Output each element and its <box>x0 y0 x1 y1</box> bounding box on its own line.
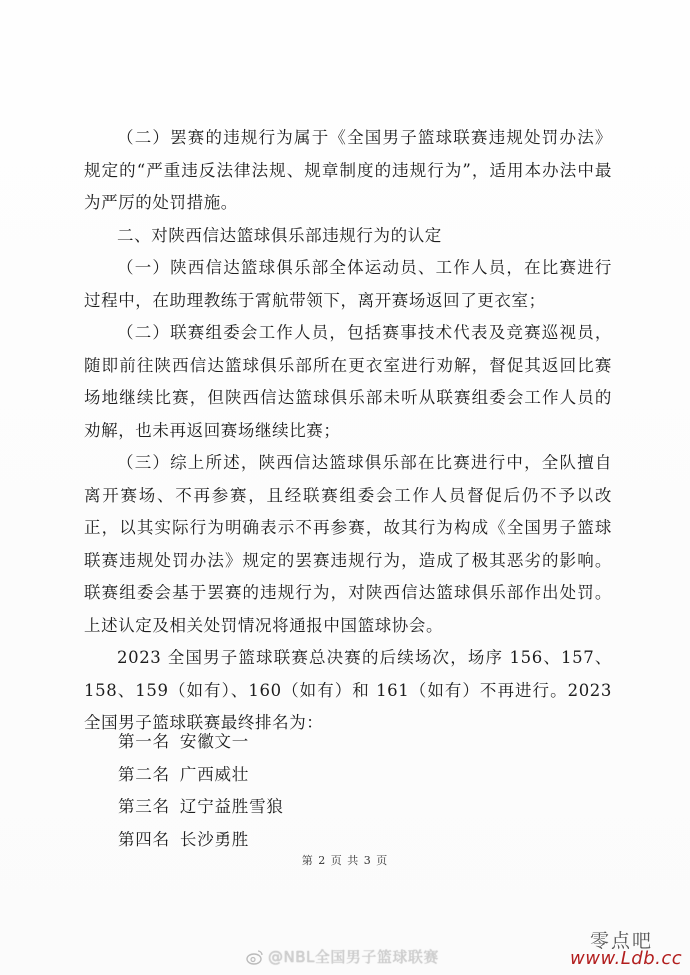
page-number-footer: 第 2 页 共 3 页 <box>301 854 389 867</box>
ranking-place: 第四名 <box>118 829 170 849</box>
site-logo-name: 零点吧 <box>590 930 654 952</box>
ranking-team: 广西威壮 <box>179 764 250 784</box>
site-logo-url: www.Ldb.cc <box>570 948 683 969</box>
ranking-item <box>118 791 284 824</box>
ranking-item <box>118 759 284 792</box>
site-logo-watermark <box>566 926 686 972</box>
ranking-team: 长沙勇胜 <box>179 829 250 849</box>
ranking-team: 安徽文一 <box>179 732 250 751</box>
paragraph-point-three: （三）综上所述，陕西信达篮球俱乐部在比赛进行中，全队擅自离开赛场、不再参赛，且经联赛组委会工作人员督促后仍不予以改正，以其实际行为明确表示不再参赛，故其行为构成《全国男子篮球联赛违规处罚办法》规定的罢赛违规行为，造成了极其恶劣的影响。联赛组委会基于罢赛的违规行为，对陕西信达篮球俱乐部作出处罚。上述认定及相关处罚情况将通报中国篮球协会。 <box>84 453 612 635</box>
paragraph-point-two: （二）联赛组委会工作人员，包括赛事技术代表及竞赛巡视员，随即前往陕西信达篮球俱乐部所在更衣室进行劝解，督促其返回比赛场地继续比赛，但陕西信达篮球俱乐部未听从联赛组委会工作人员的劝解，也未再返回赛场继续比赛； <box>84 323 612 440</box>
section-heading-determination: 二、对陕西信达篮球俱乐部违规行为的认定 <box>117 225 442 245</box>
final-ranking-list <box>118 726 284 856</box>
document-body <box>84 122 612 740</box>
ranking-place: 第一名 <box>118 732 170 751</box>
ranking-item <box>118 726 284 759</box>
ranking-place: 第二名 <box>118 764 170 784</box>
weibo-icon <box>246 948 264 966</box>
paragraph-strike-definition: （二）罢赛的违规行为属于《全国男子篮球联赛违规处罚办法》规定的“严重违反法律法规、规章制度的违规行为”，适用本办法中最为严厉的处罚措施。 <box>84 128 612 212</box>
weibo-watermark <box>246 946 439 967</box>
paragraph-point-one: （一）陕西信达篮球俱乐部全体运动员、工作人员，在比赛进行过程中，在助理教练于霄航带领下，离开赛场返回了更衣室； <box>84 258 612 310</box>
weibo-watermark-text: @NBL全国男子篮球联赛 <box>268 948 439 966</box>
ranking-place: 第三名 <box>118 797 170 816</box>
paragraph-final-standings-intro: 2023 全国男子篮球联赛总决赛的后续场次，场序 156、157、158、159（如有）、160（如有）和 161（如有）不再进行。2023 全国男子篮球联赛最终排名为： <box>84 648 612 732</box>
ranking-team: 辽宁益胜雪狼 <box>179 797 284 816</box>
